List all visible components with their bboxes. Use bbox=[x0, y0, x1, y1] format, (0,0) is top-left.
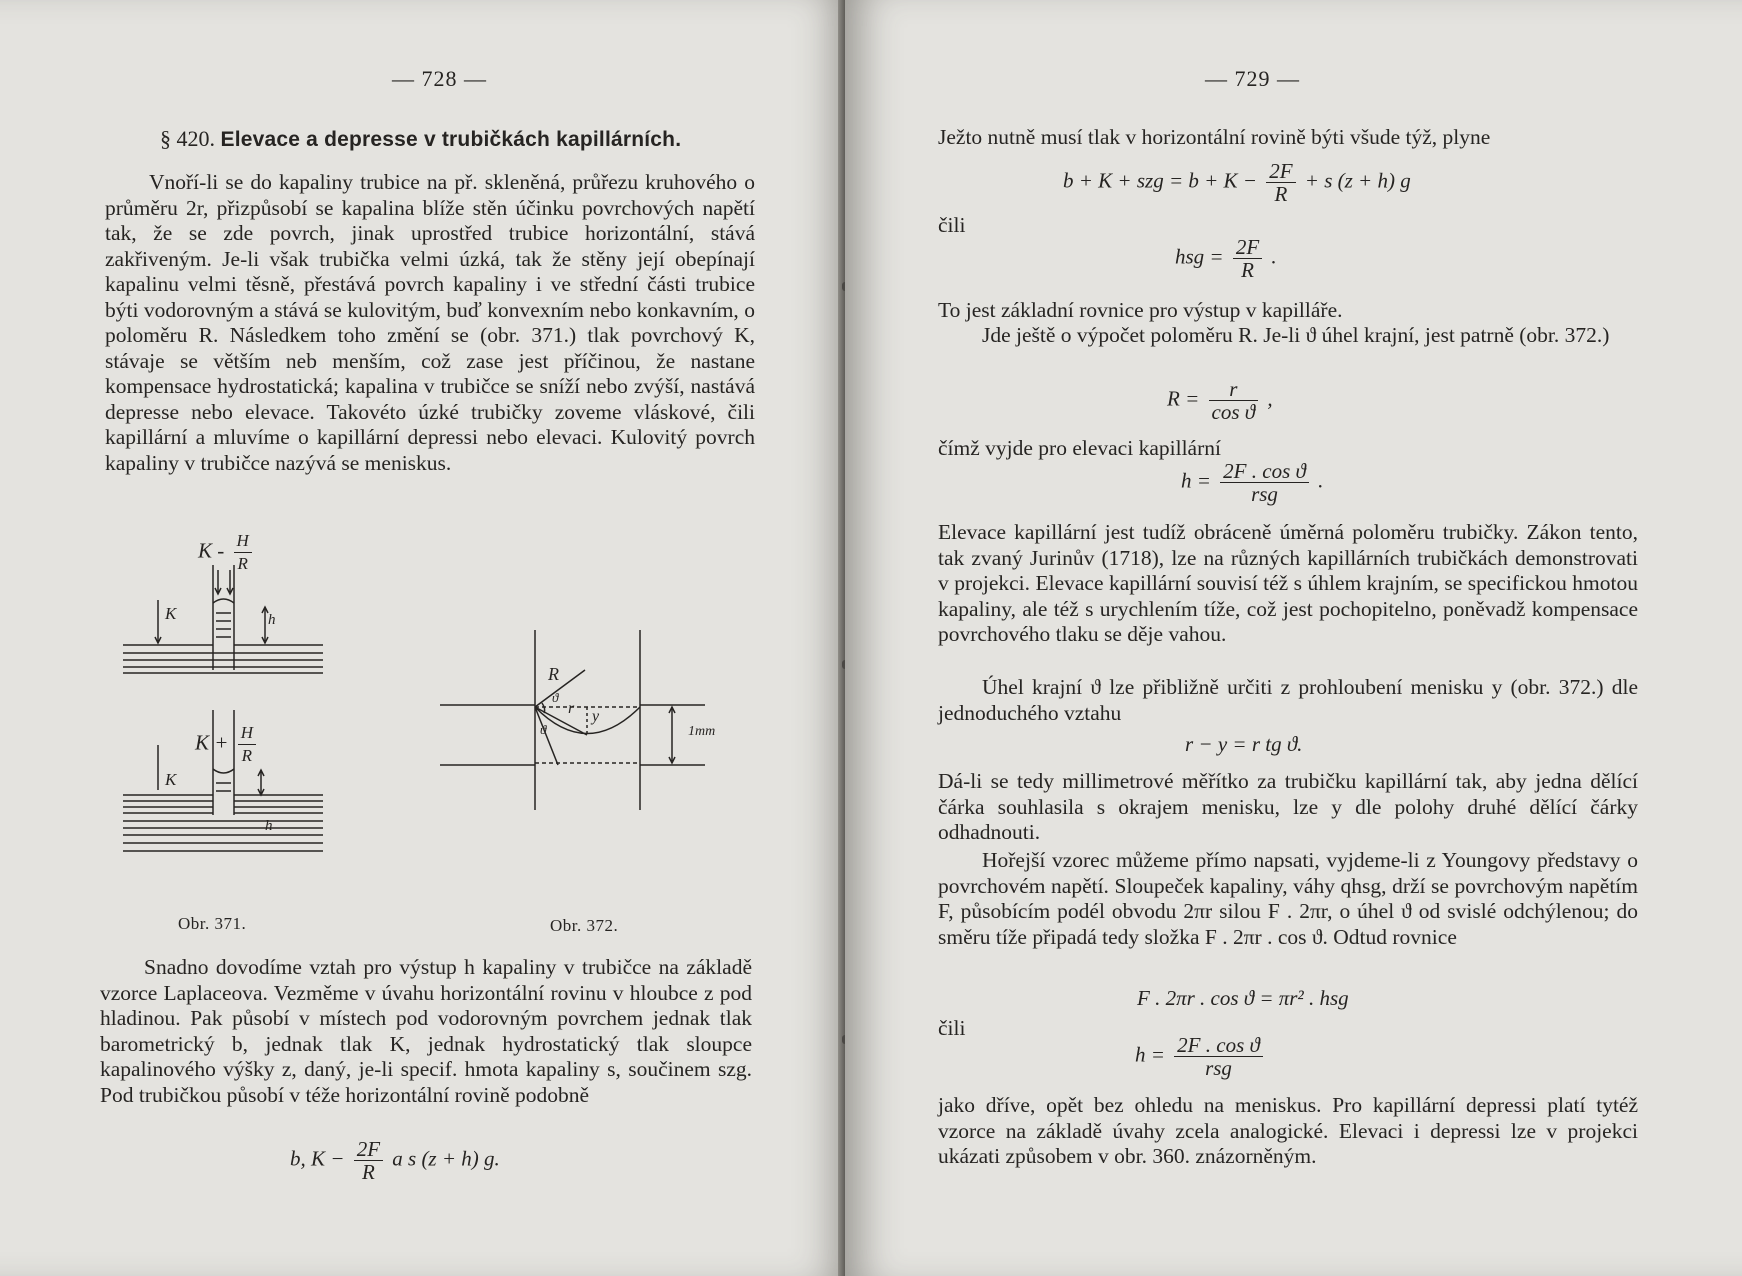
eq4-num: 2F . cos ϑ bbox=[1220, 460, 1309, 483]
fig372-label-r: r bbox=[568, 700, 575, 717]
equation-2 bbox=[1175, 236, 1277, 281]
fig372-label-mm: 1mm bbox=[688, 724, 716, 739]
page-number-left: — 728 — bbox=[392, 66, 487, 91]
eq7-num: 2F . cos ϑ bbox=[1174, 1034, 1263, 1057]
eq3-den: cos ϑ bbox=[1211, 400, 1256, 424]
text-f: Dá-li se tedy millimetrové měřítko za trubičku kapillární tak, aby jedna dělící čárka souhlasila s okrajem menisku, lze y dle polohy druhé dělící čárky odhadnouti. bbox=[938, 769, 1638, 844]
text-line-1: Ježto nutně musí tlak v horizontální rovině býti všude týž, plyne bbox=[938, 125, 1491, 149]
fig371-bottom-label bbox=[195, 722, 260, 767]
eq3-pre: R = bbox=[1167, 386, 1200, 411]
text-e: Úhel krajní ϑ lze přibližně určiti z prohloubení menisku y (obr. 372.) dle jednoduchého vztahu bbox=[938, 675, 1638, 725]
fig371-top-label-k: K - bbox=[198, 538, 225, 563]
eq2-post: . bbox=[1271, 244, 1277, 269]
formula-bottom-num: 2F bbox=[354, 1138, 383, 1161]
eq1-pre: b + K + szg = b + K − bbox=[1063, 168, 1257, 193]
fig372-theta-top: ϑ bbox=[552, 690, 559, 705]
text-c: čímž vyjde pro elevaci kapillární bbox=[938, 436, 1221, 460]
fig371-bottom-label-den: R bbox=[241, 746, 253, 765]
eq7-pre: h = bbox=[1135, 1042, 1165, 1067]
text-h: jako dříve, opět bez ohledu na meniskus. Pro kapillární depressi platí tytéž vzorce na základě úvahy zcela analogické. Elevaci i depressi lze v projekci ukázati způsobem v obr. 360. znázorněným. bbox=[938, 1093, 1638, 1168]
equation-7 bbox=[1135, 1034, 1267, 1079]
section-number: § 420. bbox=[160, 126, 215, 151]
section-heading bbox=[160, 126, 681, 152]
equation-4 bbox=[1181, 460, 1323, 505]
fig372-theta-bottom: ϑ bbox=[540, 722, 547, 737]
fig371-top-label-den: R bbox=[237, 554, 248, 573]
left-page bbox=[0, 0, 845, 1276]
eq7-den: rsg bbox=[1205, 1056, 1232, 1080]
text-a: To jest základní rovnice pro výstup v kapilláře. bbox=[938, 298, 1343, 322]
equation-3 bbox=[1167, 378, 1273, 423]
eq3-num: r bbox=[1209, 378, 1259, 401]
cili-2: čili bbox=[938, 1016, 966, 1040]
text-g: Hořejší vzorec můžeme přímo napsati, vyjdeme-li z Youngovy představy o povrchovém napětí. Sloupeček kapaliny, váhy qhsg, drží se povrchovým napětím F, působícím podél obvodu 2πr silou F . 2πr, o úhel ϑ od svislé odchýlenou; do směru tíže připadá tedy složka F . 2πr . cos ϑ. Odtud rovnice bbox=[938, 848, 1638, 949]
fig371-bottom-label-num: H bbox=[238, 722, 256, 745]
formula-bottom-post: a s (z + h) g. bbox=[392, 1146, 500, 1171]
equation-1 bbox=[1063, 160, 1411, 205]
eq3-post: , bbox=[1267, 386, 1273, 411]
text-b: Jde ještě o výpočet poloměru R. Je-li ϑ úhel krajní, jest patrně (obr. 372.) bbox=[982, 323, 1610, 347]
figure-371 bbox=[118, 525, 333, 880]
fig371-bottom-label-k: K + bbox=[195, 730, 229, 755]
fig371-h-lower: h bbox=[265, 818, 273, 834]
text-d: Elevace kapillární jest tudíž obráceně úměrná poloměru trubičky. Zákon tento, tak zvaný Jurinův (1718), lze na různých kapillárních trubičkách demonstrovati v projekci. Elevace kapillární souvisí též s úhlem krajním, se specifickou hmotou kapaliny, ale též s urychlením tíže, což jest pochopitelno, poněvadž kompensace povrchového tlaku se děje vahou. bbox=[938, 520, 1638, 646]
eq1-post: + s (z + h) g bbox=[1304, 168, 1411, 193]
fig372-caption: Obr. 372. bbox=[550, 916, 619, 935]
paragraph-laplace: Snadno dovodíme vztah pro výstup h kapaliny v trubičce na základě vzorce Laplaceova. Vezměme v úvahu horizontální rovinu v hloubce z pod hladinou. Pak působí v místech pod vodorovným povrchem jednak tlak barometrický b, jednak tlak K, jednak hydrostatický tlak sloupce kapalinového výšky z, daný, je-li specif. hmota kapaliny s, součinem szg. Pod trubičkou působí v téže horizontální rovině podobně bbox=[100, 955, 752, 1107]
equation-5: r − y = r tg ϑ. bbox=[1185, 732, 1303, 756]
eq2-den: R bbox=[1241, 258, 1254, 282]
equation-6: F . 2πr . cos ϑ = πr² . hsg bbox=[1137, 986, 1349, 1010]
cili-1: čili bbox=[938, 213, 966, 237]
page-number-right: — 729 — bbox=[1205, 66, 1300, 91]
eq4-den: rsg bbox=[1251, 482, 1278, 506]
eq4-pre: h = bbox=[1181, 468, 1211, 493]
section-title: Elevace a depresse v trubičkách kapillárních. bbox=[220, 128, 682, 151]
paragraph-intro: Vnoří-li se do kapaliny trubice na př. skleněná, průřezu kruhového o průměru 2r, přizpůsobí se kapalina blíže stěn účinku povrchových napětí tak, že se zde povrch, jinak uprostřed trubice horizontální, stává zakřiveným. Je-li však trubička velmi úzká, tak že stěny její obepínají kapalinu velmi těsně, přestává povrch kapaliny i ve střední části trubice býti vodorovným a stává se kulovitým, buď konvexním nebo konkavním, o poloměru R. Následkem toho změní se (obr. 371.) tlak povrchový K, stávaje se větším neb menším, což zase jest příčinou, že nastane kompensace hydrostatická; kapalina v trubičce se sníží nebo zvýší, nastává depresse nebo elevace. Takovéto úzké trubičky zoveme vláskové, čili kapillární a mluvíme o kapillární depressi nebo elevaci. Kulovitý povrch kapaliny v trubičce nazývá se meniskus. bbox=[105, 170, 755, 475]
formula-bottom-left bbox=[290, 1138, 500, 1183]
right-page bbox=[845, 0, 1742, 1276]
eq2-num: 2F bbox=[1233, 236, 1262, 259]
fig371-k-lower: K bbox=[165, 770, 177, 789]
eq1-den: R bbox=[1274, 182, 1288, 206]
eq1-num: 2F bbox=[1266, 160, 1295, 183]
eq2-pre: hsg = bbox=[1175, 244, 1224, 269]
fig372-label-y: y bbox=[592, 708, 600, 725]
formula-bottom-pre: b, K − bbox=[290, 1146, 345, 1171]
fig371-caption: Obr. 371. bbox=[178, 914, 247, 933]
fig371-k-upper: K bbox=[165, 604, 177, 623]
formula-bottom-den: R bbox=[361, 1160, 375, 1184]
fig371-top-label bbox=[198, 530, 256, 575]
fig371-upper bbox=[123, 565, 323, 673]
eq4-post: . bbox=[1318, 468, 1324, 493]
figure-372 bbox=[440, 625, 740, 815]
fig372-label-R: R bbox=[548, 664, 559, 684]
fig371-h-upper: h bbox=[268, 612, 276, 628]
fig371-top-label-num: H bbox=[234, 530, 252, 553]
